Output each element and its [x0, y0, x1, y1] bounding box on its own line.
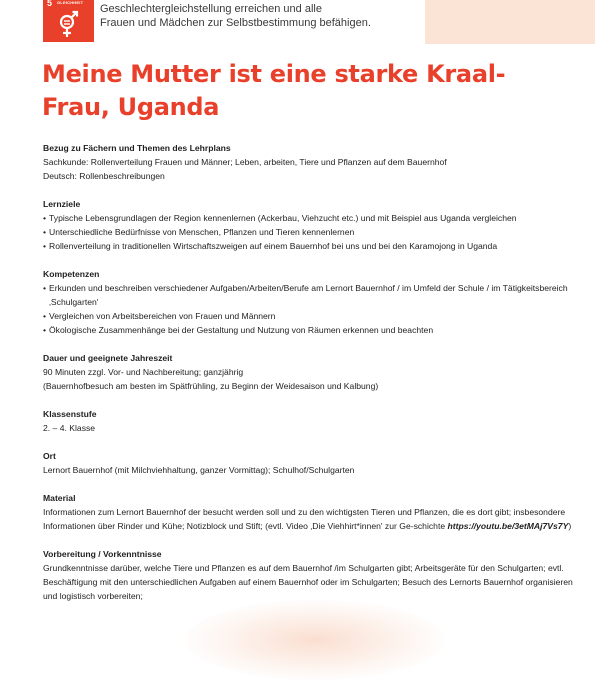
section-heading: Klassenstufe [43, 409, 97, 419]
section-grade-level [43, 407, 573, 435]
sdg-number: 5 [47, 0, 53, 8]
material-text: Informationen zum Lernort Bauernhof der besucht werden soll und zu den wichtigsten Tieren und Pflanzen, die es dort gibt; insbesondere Informationen über Rinder und Kühe; Notizblock und Stift; (evtl. Video ‚Die Viehhirt*innen' zur Ge-schichte [43, 507, 566, 531]
material-text-end: ) [568, 521, 572, 531]
section-competencies [43, 267, 573, 337]
list-item: • Erkunden und beschreiben verschiedener Aufgaben/Arbeiten/Berufe am Lernort Bauernhof / im Umfeld der Schule / im Tätigkeitsbereich ‚Schulgarten' [43, 281, 573, 309]
lesson-content [43, 141, 573, 617]
section-curriculum [43, 141, 573, 183]
section-line: Grundkenntnisse darüber, welche Tiere und Pflanzen es auf dem Bauernhof /im Schulgarten gibt; Arbeitsgeräte für den Schulgarten; evtl. Beschäftigung mit den unterschiedlichen Aufgaben auf einem Bauernhof oder im Schulgarten; Besuch des Lernorts Bauernhof organisieren und logistisch vorbereiten; [43, 563, 573, 601]
list-item: • Vergleichen von Arbeitsbereichen von Frauen und Männern [43, 309, 573, 323]
decorative-watercolor-splash [185, 600, 445, 680]
section-heading: Lernziele [43, 199, 81, 209]
sdg-label: GLEICHHEIT [57, 0, 84, 5]
video-link[interactable]: https://youtu.be/3etMAj7Vs7Y [447, 521, 569, 531]
gender-equality-icon [58, 9, 80, 39]
list-item: • Rollenverteilung in traditionellen Wirtschaftszweigen auf einem Bauernhof bei uns und bei den Karamojong in Uganda [43, 239, 573, 253]
section-line: 90 Minuten zzgl. Vor- und Nachbereitung; ganzjährig [43, 367, 244, 377]
section-line: Lernort Bauernhof (mit Milchviehhaltung, ganzer Vormittag); Schulhof/Schulgarten [43, 465, 355, 475]
section-heading: Dauer und geeignete Jahreszeit [43, 353, 173, 363]
section-heading: Ort [43, 451, 56, 461]
section-paragraph [43, 505, 573, 533]
section-duration [43, 351, 573, 393]
bullet-list [43, 281, 573, 337]
section-heading: Bezug zu Fächern und Themen des Lehrplans [43, 143, 231, 153]
list-item: • Typische Lebensgrundlagen der Region kennenlernen (Ackerbau, Viehzucht etc.) und mit Beispiel aus Uganda vergleichen [43, 211, 573, 225]
list-item: • Ökologische Zusammenhänge bei der Gestaltung und Nutzung von Räumen erkennen und beachten [43, 323, 573, 337]
page-title: Meine Mutter ist eine starke Kraal-Frau, Uganda [42, 60, 506, 121]
section-line: (Bauernhofbesuch am besten im Spätfrühling, zu Beginn der Weidesaison und Kalbung) [43, 381, 379, 391]
header-accent-block [425, 0, 595, 44]
sdg-goal-line-2: Frauen und Mädchen zur Selbstbestimmung befähigen. [100, 17, 371, 29]
section-line: Deutsch: Rollenbeschreibungen [43, 171, 165, 181]
section-heading: Kompetenzen [43, 269, 100, 279]
sdg-goal-line-1: Geschlechtergleichstellung erreichen und alle [100, 3, 322, 15]
section-material [43, 491, 573, 533]
sdg-5-badge [43, 0, 94, 42]
bullet-list [43, 211, 573, 253]
section-line: Sachkunde: Rollenverteilung Frauen und Männer; Leben, arbeiten, Tiere und Pflanzen auf dem Bauernhof [43, 157, 447, 167]
section-preparation [43, 547, 573, 603]
section-learning-goals [43, 197, 573, 253]
section-heading: Vorbereitung / Vorkenntnisse [43, 549, 162, 559]
sdg-goal-text [100, 2, 420, 30]
section-location [43, 449, 573, 477]
section-line: 2. – 4. Klasse [43, 423, 96, 433]
section-heading: Material [43, 493, 76, 503]
list-item: • Unterschiedliche Bedürfnisse von Menschen, Pflanzen und Tieren kennenlernen [43, 225, 573, 239]
